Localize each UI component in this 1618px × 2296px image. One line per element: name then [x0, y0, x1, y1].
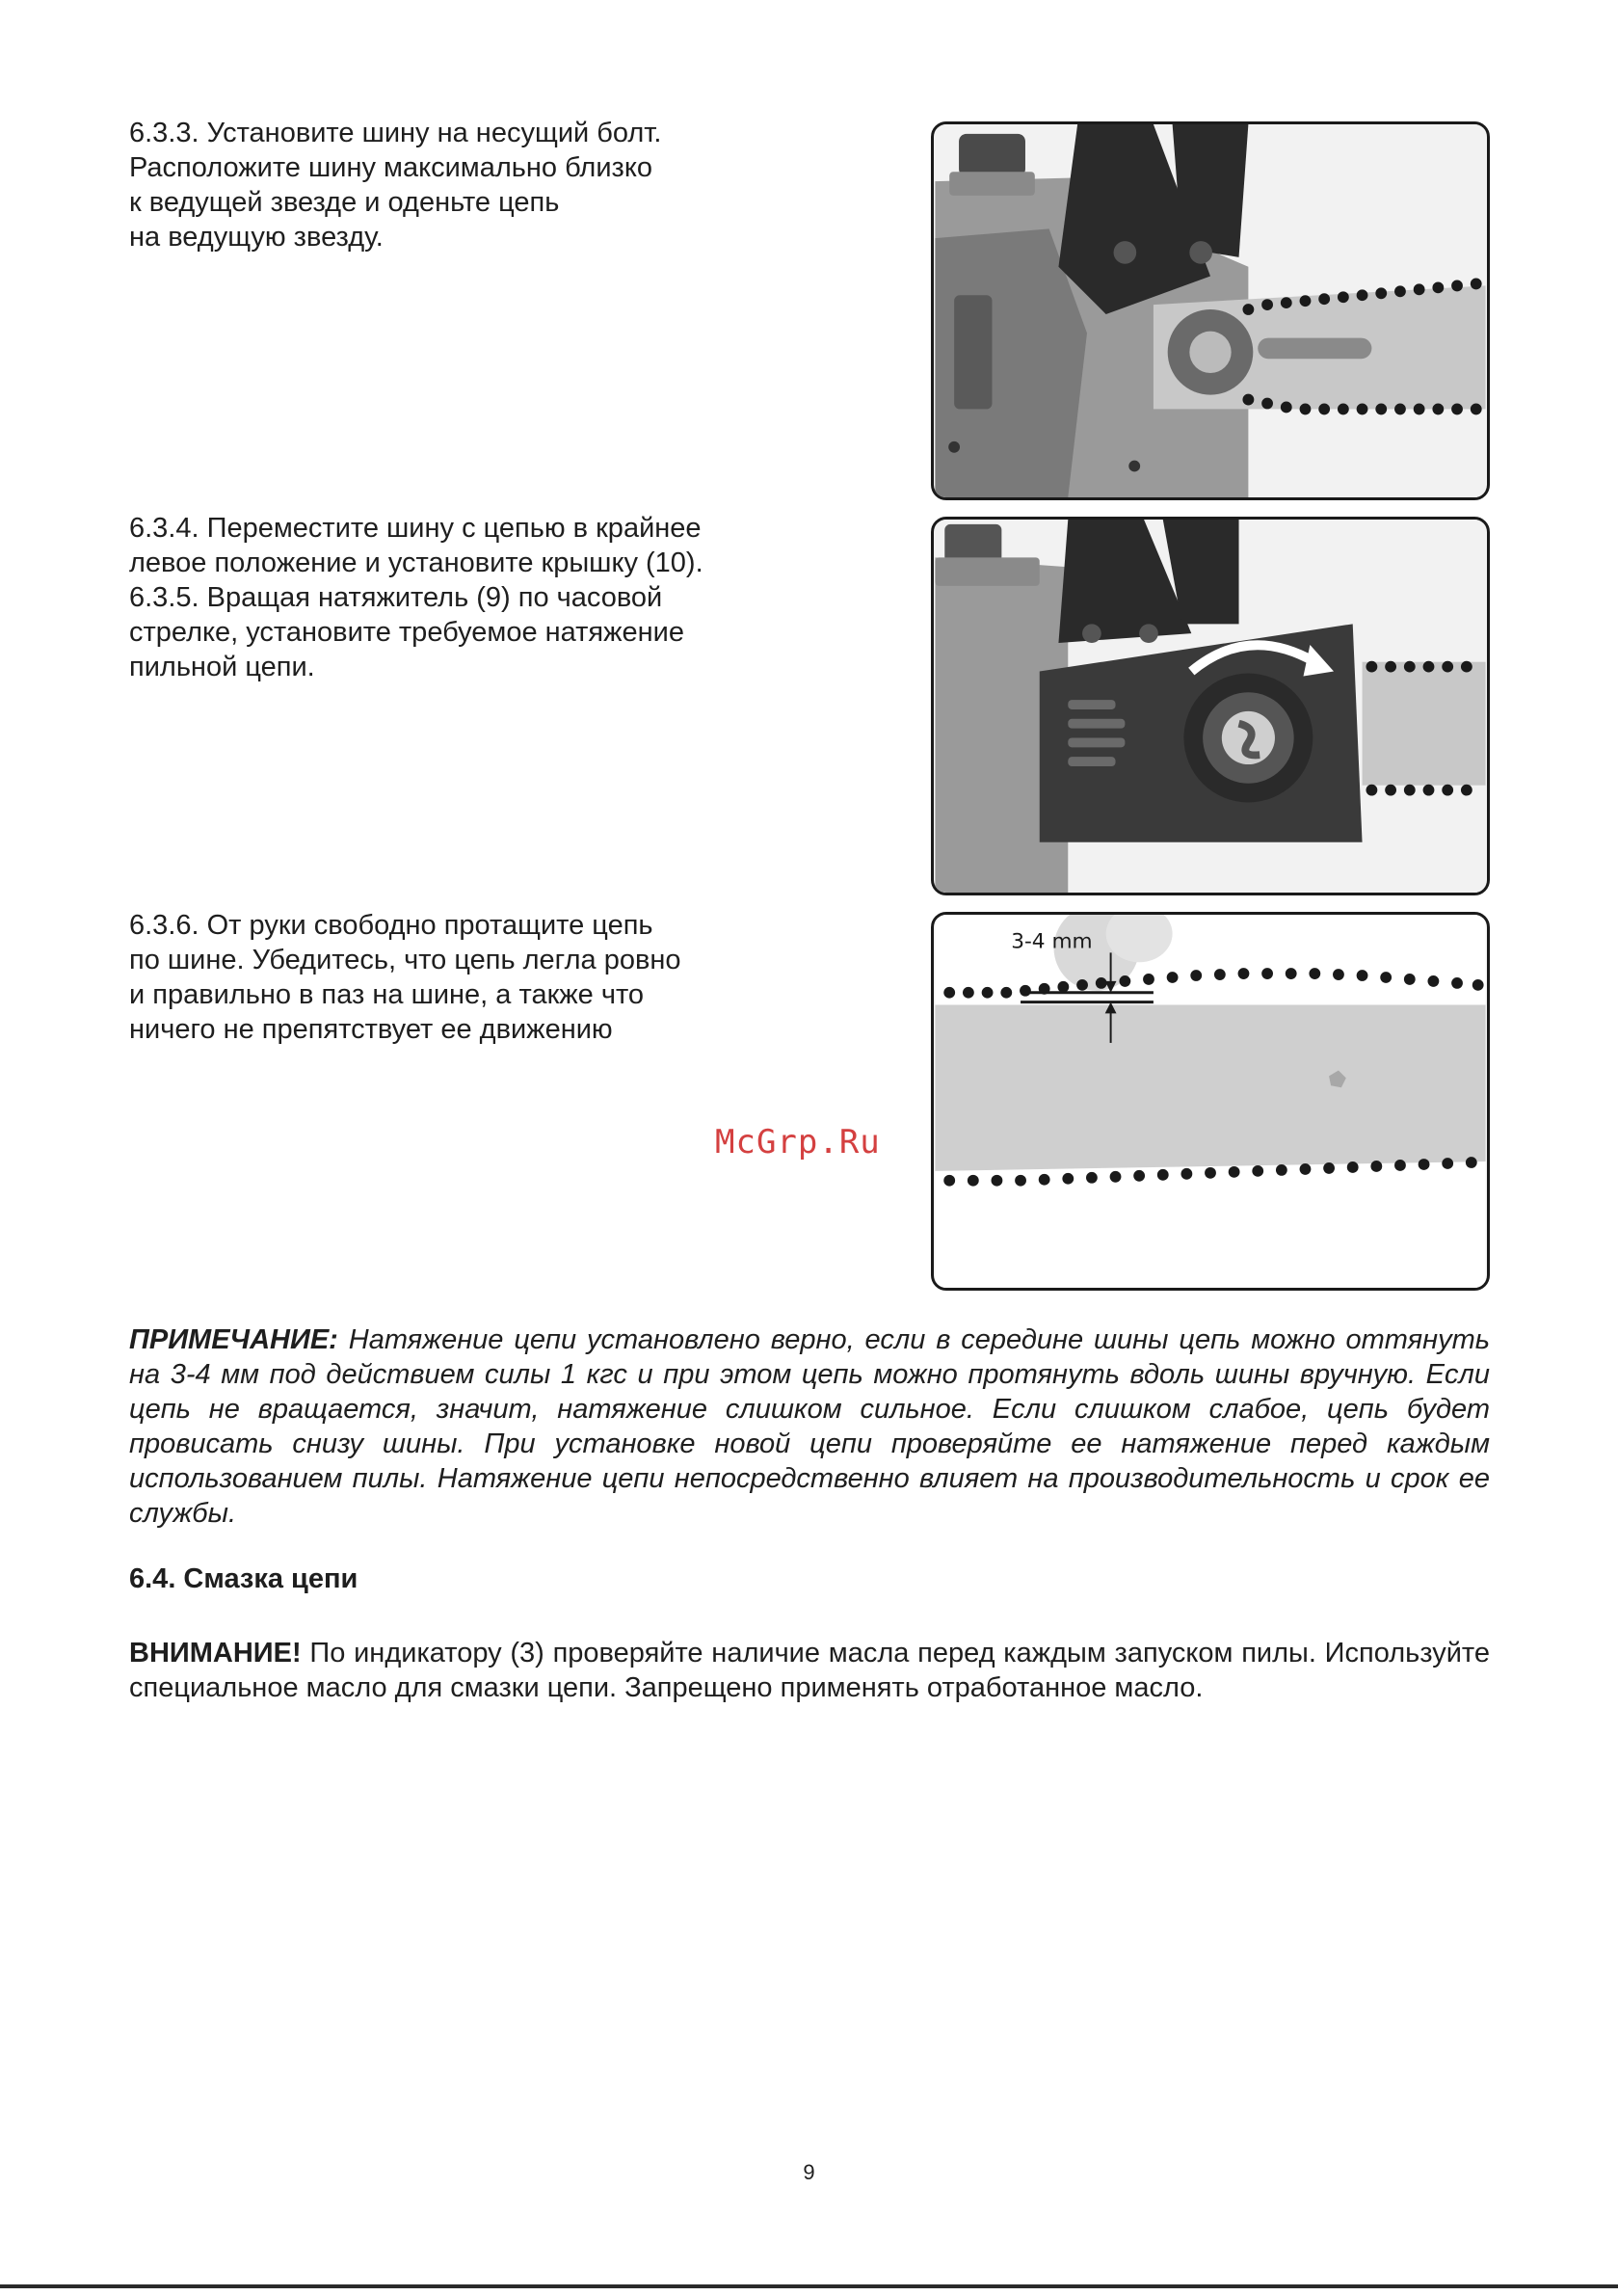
section-title: 6.4. Смазка цепи [129, 1563, 358, 1594]
watermark: McGrp.Ru [715, 1123, 881, 1161]
figure-cover-tensioner [931, 517, 1490, 895]
warning-paragraph [129, 1636, 1490, 1705]
step-6-3-3-text: 6.3.3. Установите шину на несущий болт. Расположите шину максимально близко к ведущей звезде и оденьте цепь на ведущую звезду. [129, 118, 662, 253]
tension-gap-label: 3-4 mm [1011, 929, 1093, 954]
figure-bar-on-sprocket [931, 121, 1490, 500]
note-label: ПРИМЕЧАНИЕ: [129, 1324, 338, 1355]
bottom-rule [0, 2284, 1618, 2288]
step-6-3-4-6-3-5-text: 6.3.4. Переместите шину с цепью в крайнее левое положение и установите крышку (10). 6.3.5. Вращая натяжитель (9) по часовой стрелке, установите требуемое натяжение пильной цепи. [129, 513, 703, 682]
page-number: 9 [803, 2160, 815, 2184]
note-text: Натяжение цепи установлено верно, если в середине шины цепь можно оттянуть на 3-4 мм под действием силы 1 кгс и при этом цепь можно протянуть вдоль шины вручную. Если цепь не вращается, значит, натяжение слишком сильное. Если слишком слабое, цепь будет провисать снизу шины. При установке новой цепи проверяйте ее натяжение перед каждым использованием пилы. Натяжение цепи непосредственно влияет на производительность и срок ее службы. [129, 1324, 1490, 1529]
chainsaw-tensioner-illustration [934, 520, 1487, 893]
warning-text: По индикатору (3) проверяйте наличие масла перед каждым запуском пилы. Используйте специальное масло для смазки цепи. Запрещено применять отработанное масло. [129, 1638, 1490, 1703]
warning-label: ВНИМАНИЕ! [129, 1638, 302, 1669]
note-paragraph [129, 1322, 1490, 1531]
figure-chain-tension-check [931, 912, 1490, 1291]
step-6-3-6-text: 6.3.6. От руки свободно протащите цепь по шине. Убедитесь, что цепь легла ровно и правильно в паз на шине, а также что ничего не препятствует ее движению [129, 910, 681, 1045]
chain-tension-illustration [934, 915, 1487, 1288]
chainsaw-sprocket-illustration [934, 124, 1487, 497]
